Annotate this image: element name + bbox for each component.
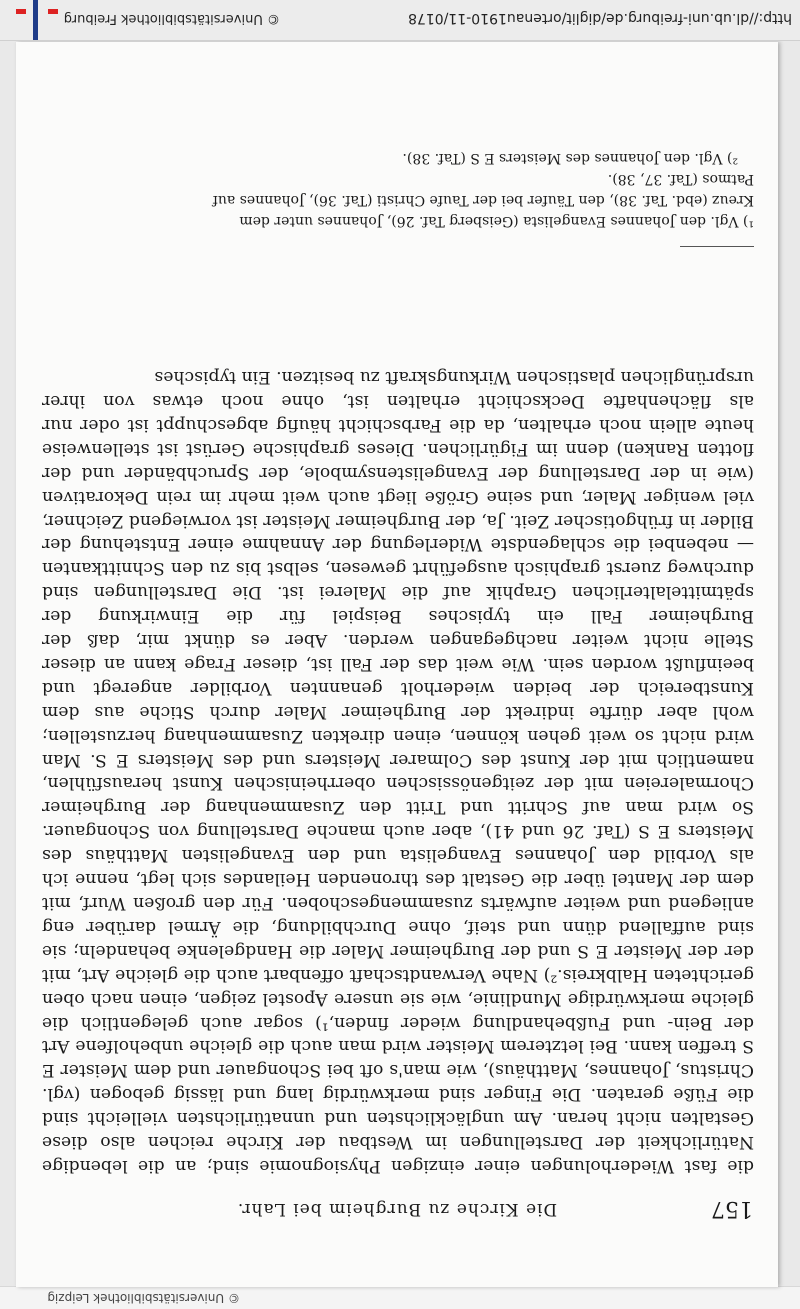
library-credit: © Universitätsbibliothek Leipzig bbox=[47, 1291, 240, 1305]
footnote-1-line-1: ¹) Vgl. den Johannes Evangelista (Geisberg Taf. 26), Johannes unter dem bbox=[239, 213, 754, 229]
copyright-notice: © Universitätsbibliothek Freiburg bbox=[63, 11, 280, 26]
body-paragraph: die fast Wiederholungen einer einzigen Physiognomie sind; an die lebendige Natürlichkeit der Darstellungen im Westbau der Kirche reichen also diese Gestalten nicht heran. Am ungläcklichsten und unnatürlichsten vielleicht sind die Füße geraten. Die Finger sind merkwürdig lang und lässig gebogen (vgl. Christus, Johannes, Matthäus), wie man's oft bei Schongauer und dem Meister E S treffen kann. Bei letzterem Meister wird man auch die gleiche unbeholfene Art der Bein- und Fußbehandlung wieder finden,¹) sogar auch gelegentlich die gleiche merkwürdige Mundlinie, wie sie unsere Apostel zeigen, einen nach oben gerichteten Halbkreis.²) Nahe Verwandtschaft offenbart auch die gleiche Art, mit der der Meister E S und der Burgheimer Maler die Handgelenke behandeln; sie sind auffallend dünn und steif, ohne Durchbildung, die Ärmel darüber eng anliegend und weiter aufwärts zusammengeschoben. Für den großen Wurf, mit dem der Mantel über die Gestalt des thronenden Heilandes sich legt, nenne ich als Vorbild den Johannes Evangelista und den Evangelisten Matthäus des Meisters E S (Taf. 26 und 41), aber auch manche Darstellung von Schongauer. So wird man auf Schritt und Tritt den Zusammenhang der Burgheimer Chormalereien mit der zeitgenössischen oberrheinischen Kunst herausfühlen, namentlich mit der Kunst des Colmarer Meisters und des Meisters E S. Man wird nicht so weit gehen können, einen direkten Zusammenhang herzustellen; wohl aber dürfte indirekt der Burgheimer Maler durch Stiche aus dem Kunstbereich der beiden wiederholt genannten Vorbilder angeregt und beeinflußt worden sein. Wie weit das der Fall ist, dieser Frage kann an dieser Stelle nicht weiter nachgegangen werden. Aber es dünkt mir, daß der Burgheimer Fall ein typisches Beispiel für die Einwirkung der spätmittelalterlichen Graphik auf die Malerei ist. Die Darstellungen sind durchweg zuerst graphisch ausgeführt gewesen, selbst bis zu den Schnittkanten — nebenbei die schlagendste Widerlegung der Annahme einer Entstehung der Bilder in frühgotischer Zeit. Ja, der Burgheimer Meister ist vorwiegend Zeichner, viel weniger Maler, und seine Größe liegt auch weit mehr im rein Dekorativen (wie in der Darstellung der Evangelistensymbole, der Spruchbänder und der flotten Ranken) denn im Figürlichen. Dieses graphische Gerüst ist stellenweise heute allein noch erhalten, da die Farbschicht häufig abgeschuppt ist oder nur als flächenhafte Deckschicht erhalten ist, ohne noch etwas von ihrer ursprünglichen plastischen Wirkungskraft zu besitzen. Ein typisches bbox=[42, 367, 754, 1176]
viewer-footer-strip bbox=[0, 0, 800, 41]
footnotes bbox=[42, 147, 754, 231]
library-logo-icon bbox=[12, 0, 60, 40]
footnote-rule bbox=[680, 246, 754, 247]
viewer-header-strip bbox=[0, 1286, 800, 1309]
page-number: 157 bbox=[711, 1196, 753, 1221]
source-url[interactable]: http://dl.ub.uni-freiburg.de/diglit/ortenau1910-11/0178 bbox=[408, 10, 792, 26]
running-head: Die Kirche zu Burgheim bei Lahr. bbox=[236, 1199, 558, 1219]
footnote-2: ²) Vgl. den Johannes des Meisters E S (Taf. 38). bbox=[402, 150, 738, 166]
footnote-1-line-3: Patmos (Taf. 37, 38). bbox=[607, 171, 754, 187]
book-page bbox=[16, 42, 778, 1287]
footnote-1-line-2: Kreuz (ebd. Taf. 38), den Täufer bei der Taufe Christi (Taf. 36), Johannes auf bbox=[212, 192, 754, 208]
